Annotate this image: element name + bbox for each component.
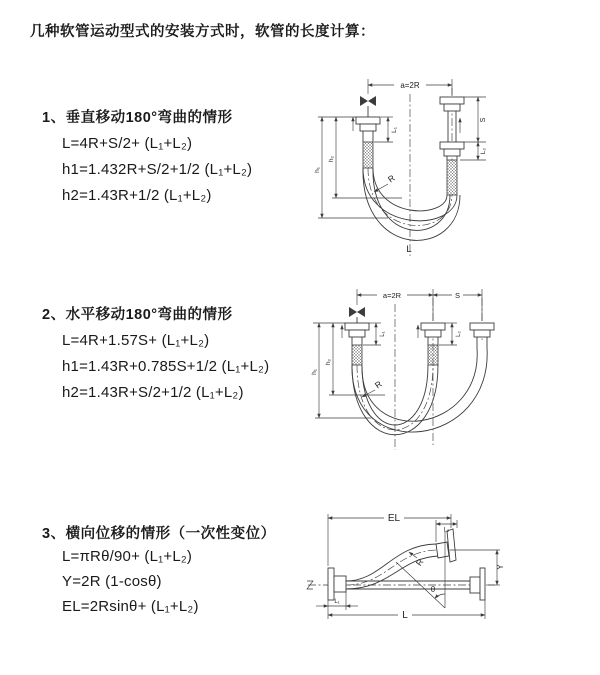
right-flange-assembly (470, 568, 485, 600)
section-3-formula-EL: EL=2Rsinθ+ (L₁+L₂) (62, 598, 199, 615)
section-3-heading: 3、横向位移的情形（一次性变位） (42, 526, 276, 542)
dim-l2-label: L₂ (480, 147, 487, 155)
valve-icon (349, 307, 365, 323)
page-title: 几种软管运动型式的安装方式时，软管的长度计算： (30, 24, 375, 40)
braid-section (352, 345, 362, 365)
right-flange-assembly (470, 323, 494, 348)
dimension-stroke-s (433, 290, 482, 301)
dim-h1-label: h₁ (314, 167, 321, 173)
dim-s-label: S (454, 291, 461, 300)
displaced-flange-assembly (436, 529, 456, 562)
right-flange-assembly (440, 97, 464, 195)
section-3-formula-L: L=πRθ/90+ (L₁+L₂) (62, 548, 193, 565)
section-1-heading: 1、垂直移动180°弯曲的情形 (42, 110, 233, 126)
section-3-formula-Y: Y=2R (1-cosθ) (62, 573, 162, 590)
section-2-formula-L: L=4R+1.57S+ (L₁+L₂) (62, 332, 210, 349)
dim-l2-label: L₂ (443, 527, 450, 534)
left-flange-assembly (356, 117, 380, 168)
valve-icon (360, 96, 376, 117)
section-1-formula-h2: h2=1.43R+1/2 (L₁+L₂) (62, 187, 212, 204)
hose-curves (346, 544, 438, 589)
dim-h1-label: h₁ (311, 369, 318, 375)
dim-l1-label: L₁ (334, 599, 340, 605)
dimension-span-a2r (357, 289, 482, 321)
dimension-span-a2r (368, 79, 452, 95)
dim-l1-label: L₁ (380, 331, 386, 337)
dim-s-label: S (480, 117, 487, 123)
braid-section (428, 345, 438, 365)
braid-section (447, 160, 457, 195)
radius-label: R (372, 378, 384, 391)
section-1-formula-h1: h1=1.432R+S/2+1/2 (L₁+L₂) (62, 161, 253, 178)
dimension-l (328, 600, 485, 621)
radius-callout (409, 552, 425, 568)
radius-callout (374, 173, 397, 192)
dim-h2-label: h₂ (328, 155, 335, 163)
hose-curves (363, 168, 460, 240)
dimension-stroke-s (464, 97, 487, 142)
diagram-horizontal-180-bend (305, 280, 600, 460)
section-1-formula-L: L=4R+S/2+ (L₁+L₂) (62, 135, 193, 152)
dim-l2-label: L₂ (456, 331, 462, 337)
left-flange-assembly (328, 568, 346, 600)
length-label: L (402, 610, 408, 621)
angle-label: θ (430, 585, 436, 594)
dimension-el (328, 511, 451, 566)
dimension-h1-h2 (314, 117, 402, 218)
section-2-formula-h1: h1=1.43R+0.785S+1/2 (L₁+L₂) (62, 358, 270, 375)
dim-span-label: a=2R (382, 291, 402, 300)
section-2-heading: 2、水平移动180°弯曲的情形 (42, 307, 233, 323)
dim-l1-label: L₁ (391, 127, 398, 133)
diagram-lateral-offset (300, 500, 600, 655)
diagram-vertical-180-bend (310, 70, 600, 260)
length-label: L (406, 244, 412, 255)
dimension-l1 (316, 592, 358, 610)
left-flange-assembly (345, 323, 369, 365)
radius-label: R (413, 556, 426, 568)
radius-label: R (385, 172, 397, 185)
section-2-formula-h2: h2=1.43R+S/2+1/2 (L₁+L₂) (62, 384, 244, 401)
dim-h2-label: h₂ (325, 358, 332, 366)
dim-el-label: EL (387, 513, 401, 524)
dim-span-label: a=2R (400, 81, 420, 90)
dim-y-label: Y (496, 564, 505, 570)
braid-section (363, 142, 373, 168)
